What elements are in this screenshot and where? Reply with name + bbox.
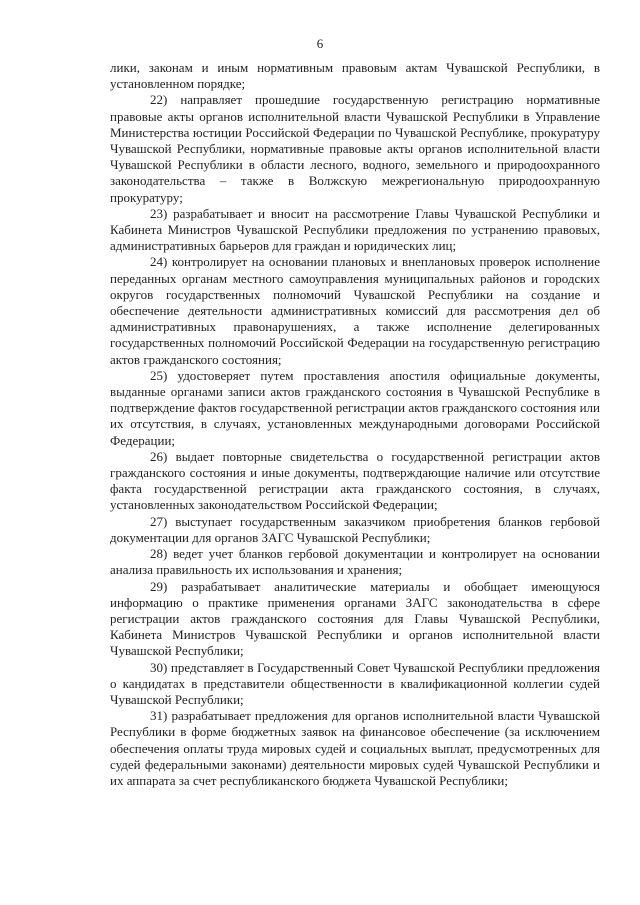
paragraph-item-29: 29) разрабатывает аналитические материалы и обобщает имеющуюся информацию о практике применения органами ЗАГС законодательства в сфере регистрации актов гражданского состояния для Главы Чувашской Республики, Кабинета Министров Чувашской Республики и органов исполнительной власти Чувашской Республики; xyxy=(110,578,600,659)
paragraph-item-26: 26) выдает повторные свидетельства о государственной регистрации актов гражданского состояния и иные документы, подтверждающие наличие или отсутствие факта государственной регистрации акта гражданского состояния, в случаях, установленных законодательством Российской Федерации; xyxy=(110,448,600,513)
paragraph-item-24: 24) контролирует на основании плановых и внеплановых проверок исполнение переданных органам местного самоуправления муниципальных районов и городских округов государственных полномочий Чувашской Республики на создание и обеспечение деятельности административных комиссий для рассмотрения дел об административных правонарушениях, а также исполнение делегированных государственных полномочий Российской Федерации на государственную регистрацию актов гражданского состояния; xyxy=(110,254,600,367)
document-body xyxy=(110,60,600,789)
paragraph-item-22: 22) направляет прошедшие государственную регистрацию нормативные правовые акты органов исполнительной власти Чувашской Республики в Управление Министерства юстиции Российской Федерации по Чувашской Республике, прокуратуру Чувашской Республики, нормативные правовые акты органов исполнительной власти Чувашской Республики в области лесного, водного, земельного и природоохранного законодательства – также в Волжскую межрегиональную природоохранную прокуратуру; xyxy=(110,92,600,205)
page-number: 6 xyxy=(316,36,324,51)
paragraph-item-27: 27) выступает государственным заказчиком приобретения бланков гербовой документации для органов ЗАГС Чувашской Республики; xyxy=(110,513,600,545)
paragraph-item-28: 28) ведет учет бланков гербовой документации и контролирует на основании анализа правильность их использования и хранения; xyxy=(110,546,600,578)
paragraph-item-23: 23) разрабатывает и вносит на рассмотрение Главы Чувашской Республики и Кабинета Министров Чувашской Республики предложения по устранению правовых, административных барьеров для граждан и юридических лиц; xyxy=(110,205,600,254)
paragraph-item-30: 30) представляет в Государственный Совет Чувашской Республики предложения о кандидатах в представители общественности в квалификационной коллегии судей Чувашской Республики; xyxy=(110,659,600,707)
paragraph-item-25: 25) удостоверяет путем проставления апостиля официальные документы, выданные органами записи актов гражданского состояния в Чувашской Республике в подтверждение фактов государственной регистрации актов гражданского состояния или их отсутствия, в случаях, установленных международными договорами Российской Федерации; xyxy=(110,367,600,448)
paragraph-continuation: лики, законам и иным нормативным правовым актам Чувашской Республики, в установленном порядке; xyxy=(110,60,600,92)
paragraph-item-31: 31) разрабатывает предложения для органов исполнительной власти Чувашской Республики в форме бюджетных заявок на финансовое обеспечение (за исключением обеспечения оплаты труда мировых судей и социальных выплат, предусмотренных для судей федеральными законами) деятельности мировых судей Чувашской Республики и их аппарата за счет республиканского бюджета Чувашской Республики; xyxy=(110,708,600,788)
